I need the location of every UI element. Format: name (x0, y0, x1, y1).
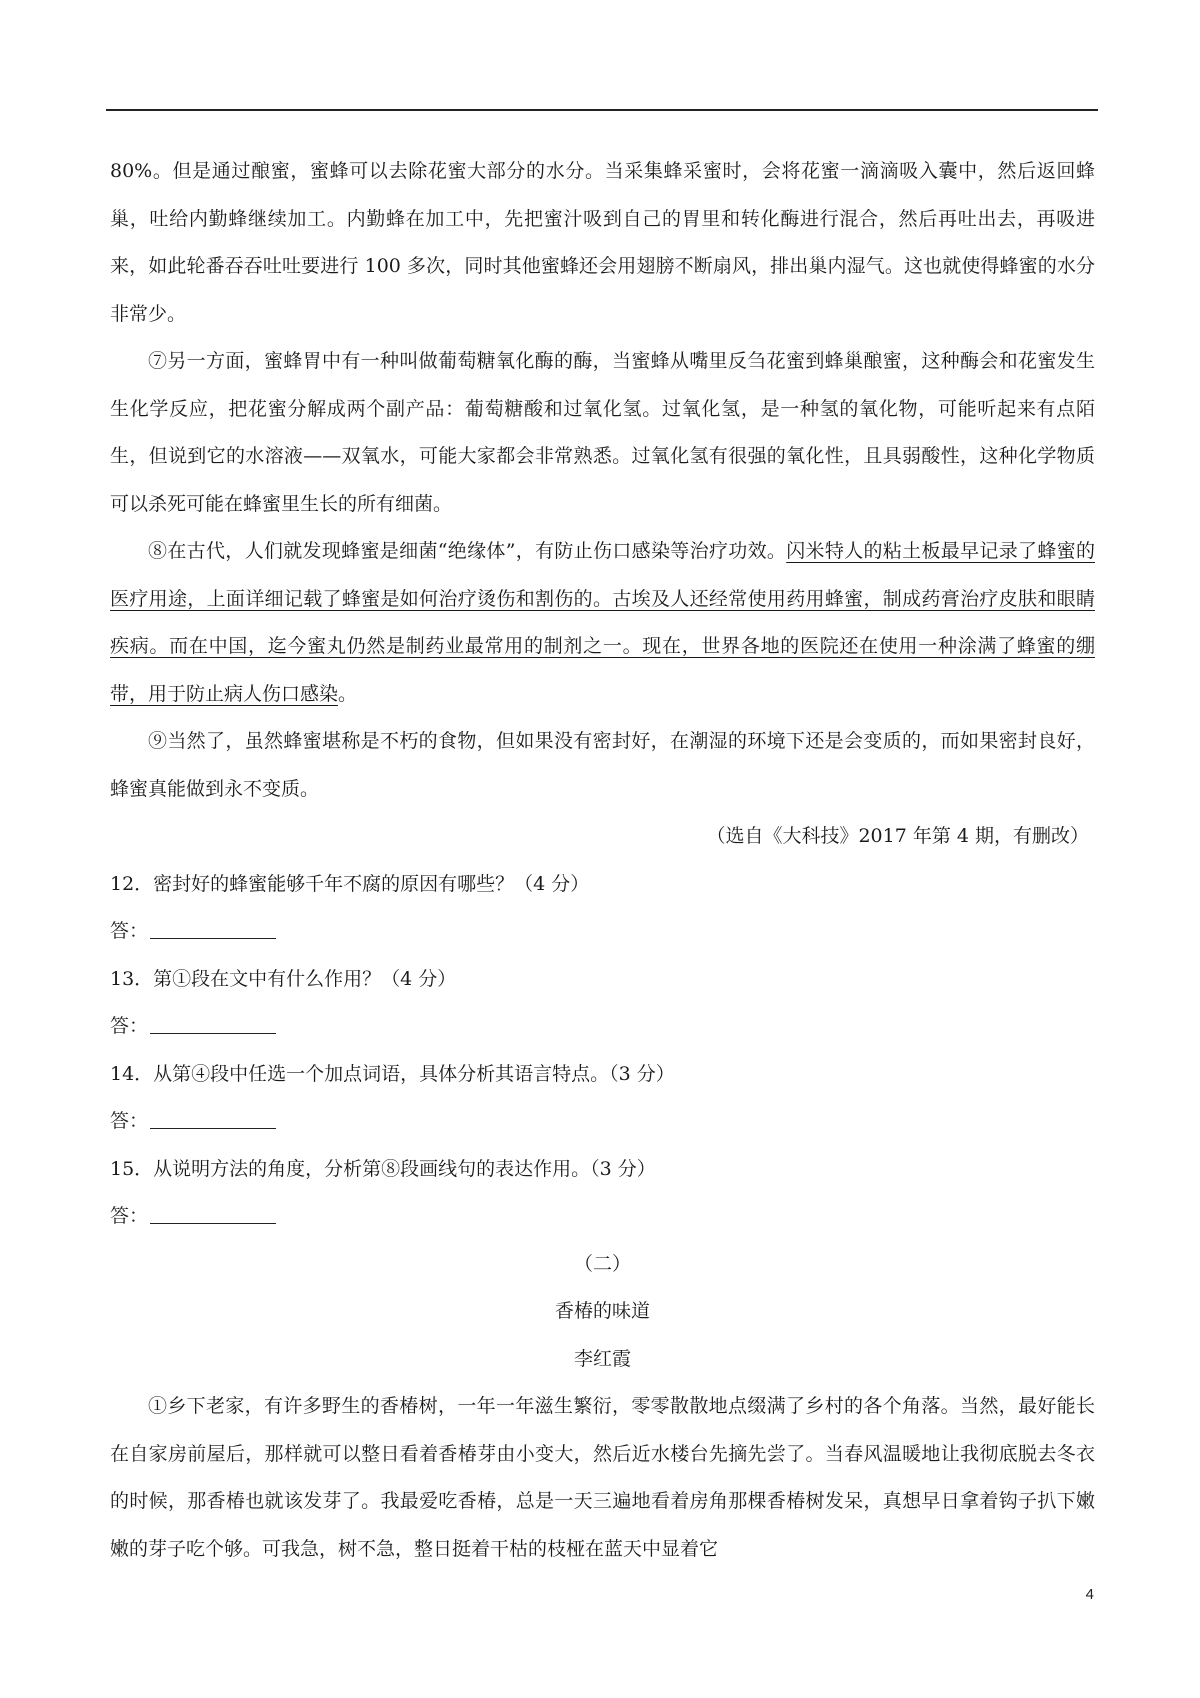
page-content (110, 148, 1095, 1573)
answer-12 (110, 908, 1095, 956)
answer-label: 答： (110, 1110, 149, 1132)
answer-14 (110, 1098, 1095, 1146)
answer-label: 答： (110, 1015, 149, 1037)
question-14: 14．从第④段中任选一个加点词语，具体分析其语言特点。（3 分） (110, 1062, 675, 1085)
paragraph-8-text: ⑧在古代，人们就发现蜂蜜是细菌“绝缘体”，有防止伤口感染等治疗功效。 (148, 540, 787, 562)
header-rule (106, 109, 1098, 111)
answer-blank[interactable] (150, 1106, 276, 1129)
article2-paragraph-1: ①乡下老家，有许多野生的香椿树，一年一年滋生繁衍，零零散散地点缀满了乡村的各个角落。当然，最好能长在自家房前屋后，那样就可以整日看着香椿芽由小变大，然后近水楼台先摘先尝了。当春风温暖地让我彻底脱去冬衣的时候，那香椿也就该发芽了。我最爱吃香椿，总是一天三遍地看着房角那棵香椿树发呆，真想早日拿着钩子扒下嫩嫩的芽子吃个够。可我急，树不急，整日挺着干枯的枝桠在蓝天中显着它 (110, 1395, 1095, 1560)
paragraph-8 (110, 528, 1095, 718)
source-citation: （选自《大科技》2017 年第 4 期，有删改） (706, 825, 1089, 847)
paragraph-7: ⑦另一方面，蜜蜂胃中有一种叫做葡萄糖氧化酶的酶，当蜜蜂从嘴里反刍花蜜到蜂巢酿蜜，这种酶会和花蜜发生生化学反应，把花蜜分解成两个副产品：葡萄糖酸和过氧化氢。过氧化氢，是一种氢的氧化物，可能听起来有点陌生，但说到它的水溶液——双氧水，可能大家都会非常熟悉。过氧化氢有很强的氧化性，且具弱酸性，这种化学物质可以杀死可能在蜂蜜里生长的所有细菌。 (110, 350, 1095, 515)
answer-label: 答： (110, 1205, 149, 1227)
paragraph-9: ⑨当然了，虽然蜂蜜堪称是不朽的食物，但如果没有密封好，在潮湿的环境下还是会变质的，而如果密封良好，蜂蜜真能做到永不变质。 (110, 730, 1095, 800)
article-author: 李红霞 (573, 1347, 631, 1370)
paragraph-8-end: 。 (338, 682, 358, 705)
question-15: 15．从说明方法的角度，分析第⑧段画线句的表达作用。（3 分） (110, 1157, 656, 1180)
article-title: 香椿的味道 (554, 1300, 650, 1322)
answer-blank[interactable] (150, 1201, 276, 1224)
answer-13 (110, 1003, 1095, 1051)
question-12: 12．密封好的蜂蜜能够千年不腐的原因有哪些？（4 分） (110, 872, 590, 895)
question-13: 13．第①段在文中有什么作用？（4 分） (110, 967, 457, 990)
paragraph-8-underlined-sentences: 闪米特人的粘土板最早记录了蜂蜜的医疗用途，上面详细记载了蜂蜜是如何治疗烫伤和割伤的。古埃及人还经常使用药用蜂蜜，制成药膏治疗皮肤和眼睛疾病。而在中国，迄今蜜丸仍然是制药业最常用的制剂之一。现在，世界各地的医院还在使用一种涂满了蜂蜜的绷带，用于防止病人伤口感染 (110, 540, 1095, 705)
section-label: （二） (573, 1252, 631, 1275)
page-number: 4 (1085, 1586, 1094, 1603)
paragraph-6-continued: 80%。但是通过酿蜜，蜜蜂可以去除花蜜大部分的水分。当采集蜂采蜜时，会将花蜜一滴滴吸入囊中，然后返回蜂巢，吐给内勤蜂继续加工。内勤蜂在加工中，先把蜜汁吸到自己的胃里和转化酶进行混合，然后再吐出去，再吸进来，如此轮番吞吞吐吐要进行 100 多次，同时其他蜜蜂还会用翅膀不断扇风，排出巢内湿气。这也就使得蜂蜜的水分非常少。 (110, 160, 1095, 325)
answer-blank[interactable] (150, 1011, 276, 1034)
answer-15 (110, 1193, 1095, 1241)
answer-label: 答： (110, 920, 149, 942)
answer-blank[interactable] (150, 916, 276, 939)
